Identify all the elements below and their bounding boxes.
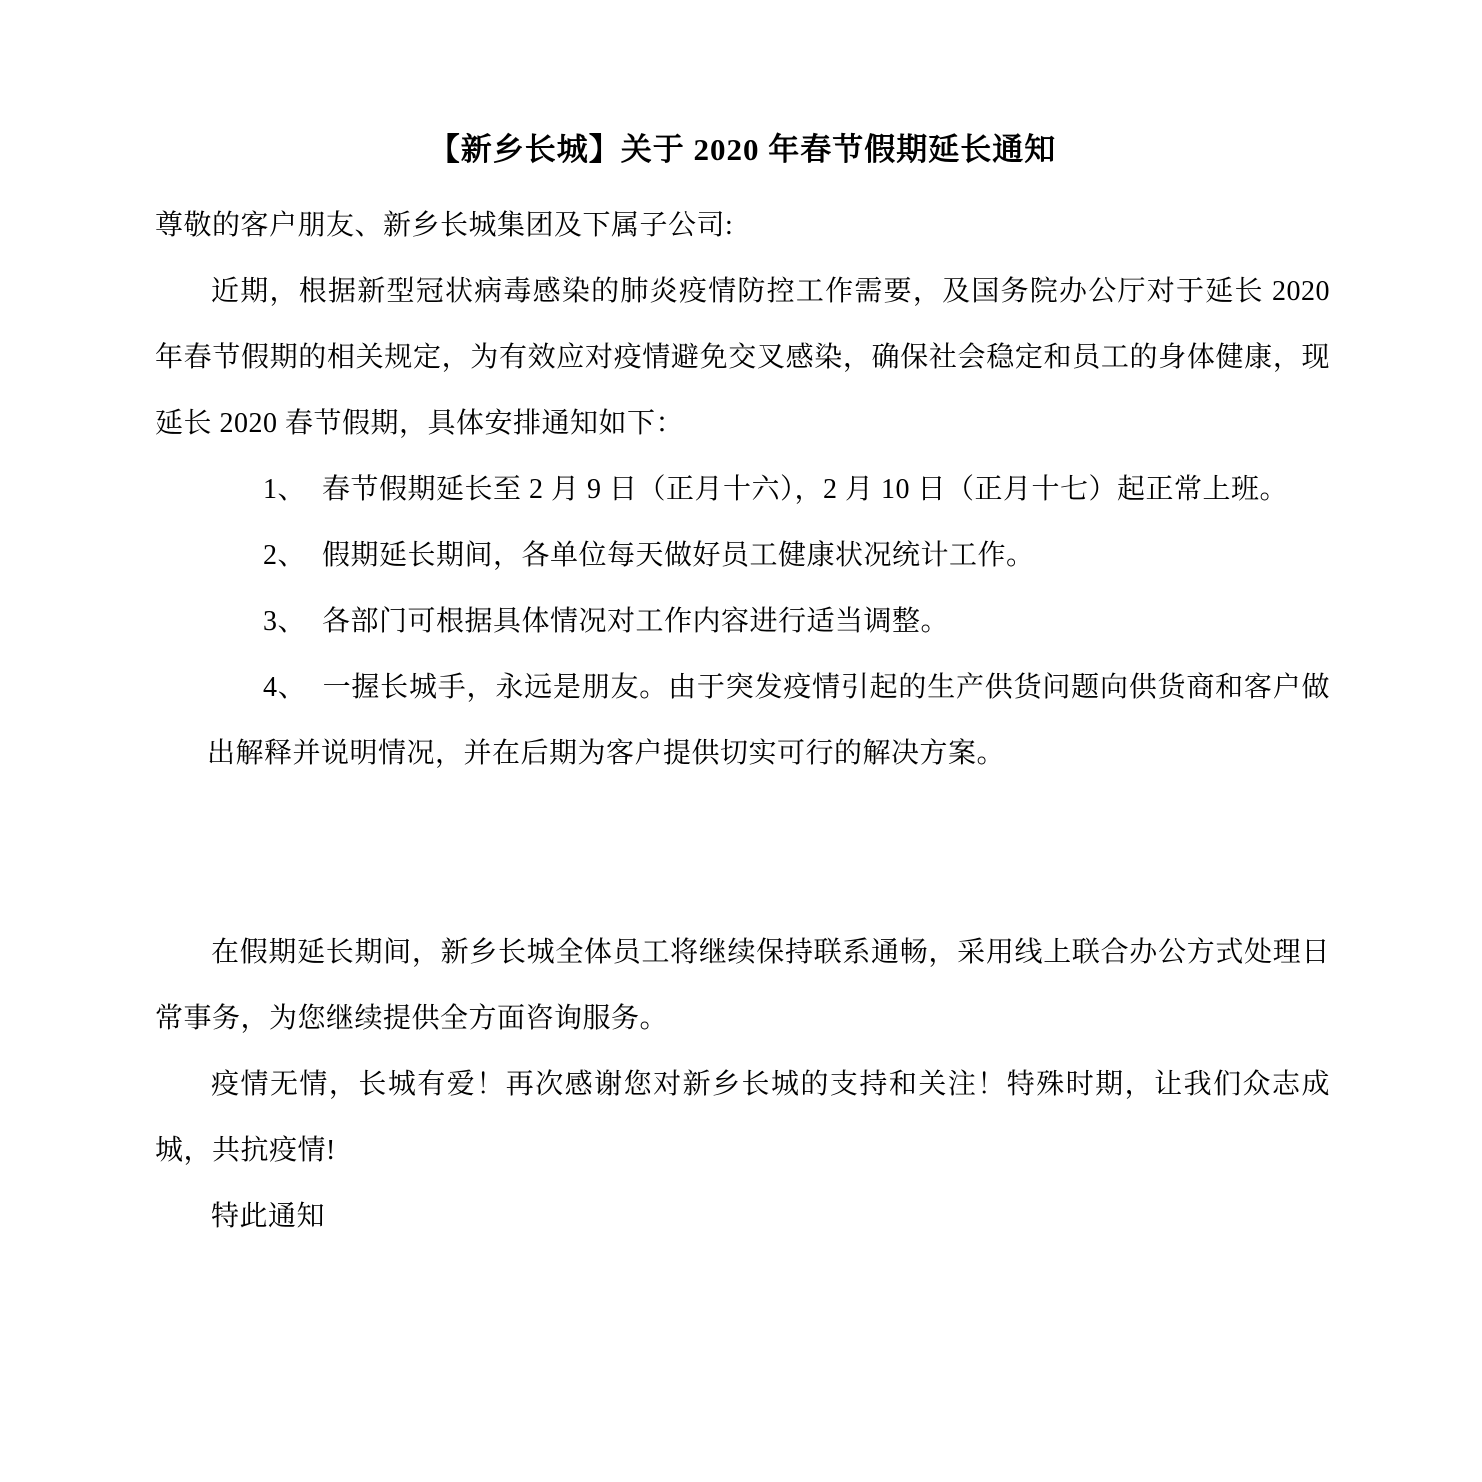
numbered-list: [155, 457, 1330, 787]
list-item-3: [155, 589, 1330, 655]
list-item-4-number: 4、: [263, 672, 307, 703]
list-item-1-number: 1、: [263, 474, 307, 505]
list-item-2-number: 2、: [263, 540, 307, 571]
list-item-2-text: 假期延长期间，各单位每天做好员工健康状况统计工作。: [322, 540, 1035, 571]
list-item-3-number: 3、: [263, 606, 307, 637]
list-item-2: [155, 523, 1330, 589]
closing-paragraph-solidarity: 疫情无情，长城有爱！再次感谢您对新乡长城的支持和关注！特殊时期，让我们众志成城，共抗疫情!: [155, 1069, 1330, 1166]
closing-paragraph-continuity: 在假期延长期间，新乡长城全体员工将继续保持联系通畅，采用线上联合办公方式处理日常事务，为您继续提供全方面咨询服务。: [155, 937, 1330, 1034]
list-item-4-text: 一握长城手，永远是朋友。由于突发疫情引起的生产供货问题向供货商和客户做出解释并说明情况，并在后期为客户提供切实可行的解决方案。: [207, 672, 1330, 769]
list-item-1-text: 春节假期延长至 2 月 9 日（正月十六），2 月 10 日（正月十七）起正常上班。: [322, 474, 1289, 505]
salutation-line: 尊敬的客户朋友、新乡长城集团及下属子公司:: [155, 210, 734, 241]
closing-notice-line: 特此通知: [211, 1201, 326, 1232]
list-item-4: [155, 655, 1330, 787]
list-item-1: [155, 457, 1330, 523]
document-title: 【新乡长城】关于 2020 年春节假期延长通知: [428, 132, 1057, 167]
list-item-3-text: 各部门可根据具体情况对工作内容进行适当调整。: [322, 606, 950, 637]
intro-paragraph: 近期，根据新型冠状病毒感染的肺炎疫情防控工作需要，及国务院办公厅对于延长 2020 年春节假期的相关规定，为有效应对疫情避免交叉感染，确保社会稳定和员工的身体健康，现延长 2020 春节假期，具体安排通知如下：: [155, 276, 1330, 439]
